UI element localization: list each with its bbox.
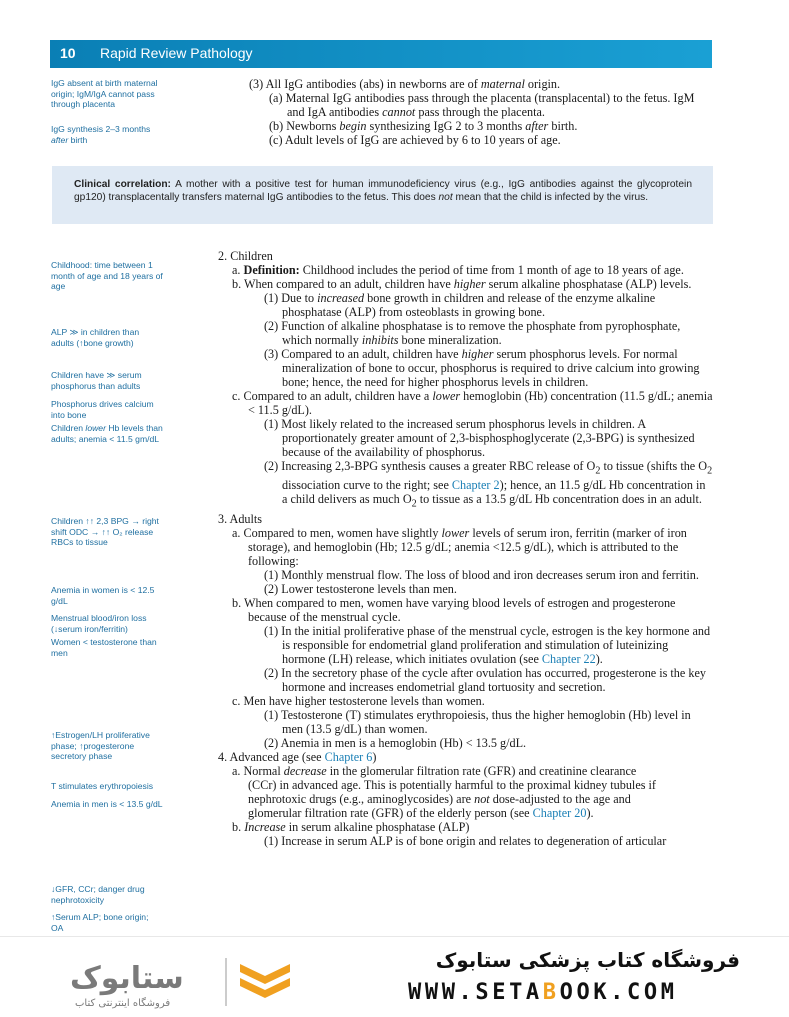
- list-item: c. Men have higher testosterone levels than women.: [232, 693, 485, 708]
- margin-note: Anemia in women is < 12.5 g/dL: [51, 585, 155, 606]
- list-item: a. Compared to men, women have slightly lower levels of serum iron, ferritin (marker of iron storage), and hemoglobin (Hb; 12.5 g/dL; anemia <12.5 g/dL), which is attributed to the following:: [232, 525, 687, 568]
- margin-note: Children ↑↑ 2,3 BPG → right shift ODC → ↑↑ O₂ release RBCs to tissue: [51, 516, 159, 547]
- chapter-link[interactable]: Chapter 6: [324, 749, 373, 764]
- list-item: a. Definition: Childhood includes the period of time from 1 month of age to 18 years of age.: [232, 263, 684, 277]
- setabook-logo: [65, 950, 295, 1012]
- chapter-link[interactable]: Chapter 22: [541, 651, 596, 666]
- margin-note: Women < testosterone than men: [51, 637, 157, 658]
- margin-note: IgG absent at birth maternal origin; IgM/IgA cannot pass through placenta: [51, 78, 158, 109]
- section-heading: 4. Advanced age (see Chapter 6): [218, 749, 377, 764]
- shop-name: فروشگاه کتاب پزشکی ستابوک: [435, 948, 740, 972]
- margin-note: ↑Serum ALP; bone origin; OA: [51, 912, 149, 933]
- margin-note: Menstrual blood/iron loss (↓serum iron/ferritin): [51, 613, 147, 634]
- margin-note: Children have ≫ serum phosphorus than adults: [51, 370, 142, 391]
- svg-text:فروشگاه اینترنتی کتاب: فروشگاه اینترنتی کتاب: [75, 998, 171, 1009]
- divider: [0, 936, 789, 937]
- book-title: Rapid Review Pathology: [100, 45, 253, 61]
- list-item: (1) Monthly menstrual flow. The loss of blood and iron decreases serum iron and ferritin.: [264, 567, 699, 582]
- margin-note: ↑Estrogen/LH proliferative phase; ↑progesterone secretory phase: [51, 730, 150, 761]
- shop-url[interactable]: WWW.SETABOOK.COM: [408, 980, 678, 1005]
- list-item: (2) Lower testosterone levels than men.: [264, 581, 457, 596]
- clinical-correlation-text: Clinical correlation: A mother with a positive test for human immunodeficiency virus (e.g., IgG antibodies against the glycoprotein gp120) transplacentally transfers maternal IgG antibodies to the fetus. This does not mean that the child is infected by the virus.: [74, 179, 692, 203]
- list-item: a. Normal decrease in the glomerular filtration rate (GFR) and creatinine clearance (CCr) in advanced age. This is potentially harmful to the proximal kidney tubules if nephrotoxic drugs (e.g., aminoglycosides) are not dose-adjusted to the age and glomerular filtration rate (GFR) of the elderly person (see Chapter 20).: [232, 763, 656, 820]
- margin-note: Phosphorus drives calcium into bone: [51, 399, 154, 420]
- list-item: b. When compared to an adult, children have higher serum alkaline phosphatase (ALP) levels.: [232, 277, 692, 291]
- list-item: b. Increase in serum alkaline phosphatase (ALP): [232, 819, 470, 834]
- list-item: (1) Increase in serum ALP is of bone origin and relates to degeneration of articular: [264, 833, 667, 848]
- igg-section: [249, 77, 713, 147]
- list-item: (1) In the initial proliferative phase of the menstrual cycle, estrogen is the key hormone and is responsible for endometrial gland proliferation and stimulation of luteinizing hormone (LH) release, which initiates ovulation (see Chapter 22).: [264, 623, 711, 666]
- list-item: b. When compared to men, women have varying blood levels of estrogen and progesterone because of the menstrual cycle.: [232, 595, 676, 624]
- margin-note: ↓GFR, CCr; danger drug nephrotoxicity: [51, 884, 145, 905]
- list-item: (b) Newborns begin synthesizing IgG 2 to 3 months after birth.: [269, 119, 578, 133]
- margin-note: Children lower Hb levels than adults; anemia < 11.5 gm/dL: [51, 423, 163, 444]
- list-item: (2) Anemia in men is a hemoglobin (Hb) < 13.5 g/dL.: [264, 735, 527, 750]
- main-text: [218, 249, 713, 848]
- list-item: (2) In the secretory phase of the cycle after ovulation has occurred, progesterone is the key hormone and increases endometrial gland tortuosity and secretion.: [264, 665, 706, 694]
- list-item: (c) Adult levels of IgG are achieved by 6 to 10 years of age.: [269, 133, 561, 147]
- running-header: [50, 40, 712, 68]
- section-heading: 3. Adults: [218, 511, 263, 526]
- list-item: (1) Due to increased bone growth in children and release of the enzyme alkaline phosphatase (ALP) from osteoblasts in growing bone.: [264, 291, 656, 319]
- chapter-link[interactable]: Chapter 2: [451, 478, 500, 493]
- list-item: (3) All IgG antibodies (abs) in newborns are of maternal origin.: [249, 77, 561, 91]
- page-number: 10: [60, 45, 76, 61]
- list-item: (a) Maternal IgG antibodies pass through the placenta (transplacental) to the fetus. IgM and IgA antibodies cannot pass through the placenta.: [269, 91, 695, 119]
- list-item: (3) Compared to an adult, children have higher serum phosphorus levels. For normal mineralization of bone to occur, phosphorus is required to drive calcium into growing bone; hence, the need for higher phosphorus levels in children.: [264, 347, 700, 389]
- list-item: (2) Increasing 2,3-BPG synthesis causes a greater RBC release of $O_2$ to tissue (shifts the $O_2$ dissociation curve to the right; see Chapter 2); hence, an 11.5 g/dL Hb concentration in a child delivers as much $O_2$ to tissue as a 13.5 g/dL Hb concentration does in an adult.: [264, 459, 713, 510]
- margin-note: ALP ≫ in children than adults (↑bone growth): [51, 327, 140, 348]
- list-item: c. Compared to an adult, children have a lower hemoglobin (Hb) concentration (11.5 g/dL; anemia < 11.5 g/dL).: [232, 389, 713, 417]
- section-heading: 2. Children: [218, 249, 273, 263]
- list-item: (1) Most likely related to the increased serum phosphorus levels in children. A proportionately greater amount of 2,3-bisphosphoglycerate (2,3-BPG) is synthesized because of the availability of phosphorus.: [264, 417, 695, 459]
- margin-note: Anemia in men is < 13.5 g/dL: [51, 799, 163, 809]
- margin-note: IgG synthesis 2–3 months after birth: [51, 124, 151, 145]
- clinical-correlation-box: [52, 166, 713, 224]
- margin-note: T stimulates erythropoiesis: [51, 781, 154, 791]
- list-item: (1) Testosterone (T) stimulates erythropoiesis, thus the higher hemoglobin (Hb) level in men (13.5 g/dL) than women.: [264, 707, 691, 736]
- chapter-link[interactable]: Chapter 20: [532, 805, 587, 820]
- list-item: (2) Function of alkaline phosphatase is to remove the phosphate from pyrophosphate, which normally inhibits bone mineralization.: [264, 319, 681, 347]
- svg-text:ستابوک: ستابوک: [70, 961, 184, 996]
- margin-note: Childhood: time between 1 month of age and 18 years of age: [51, 260, 163, 291]
